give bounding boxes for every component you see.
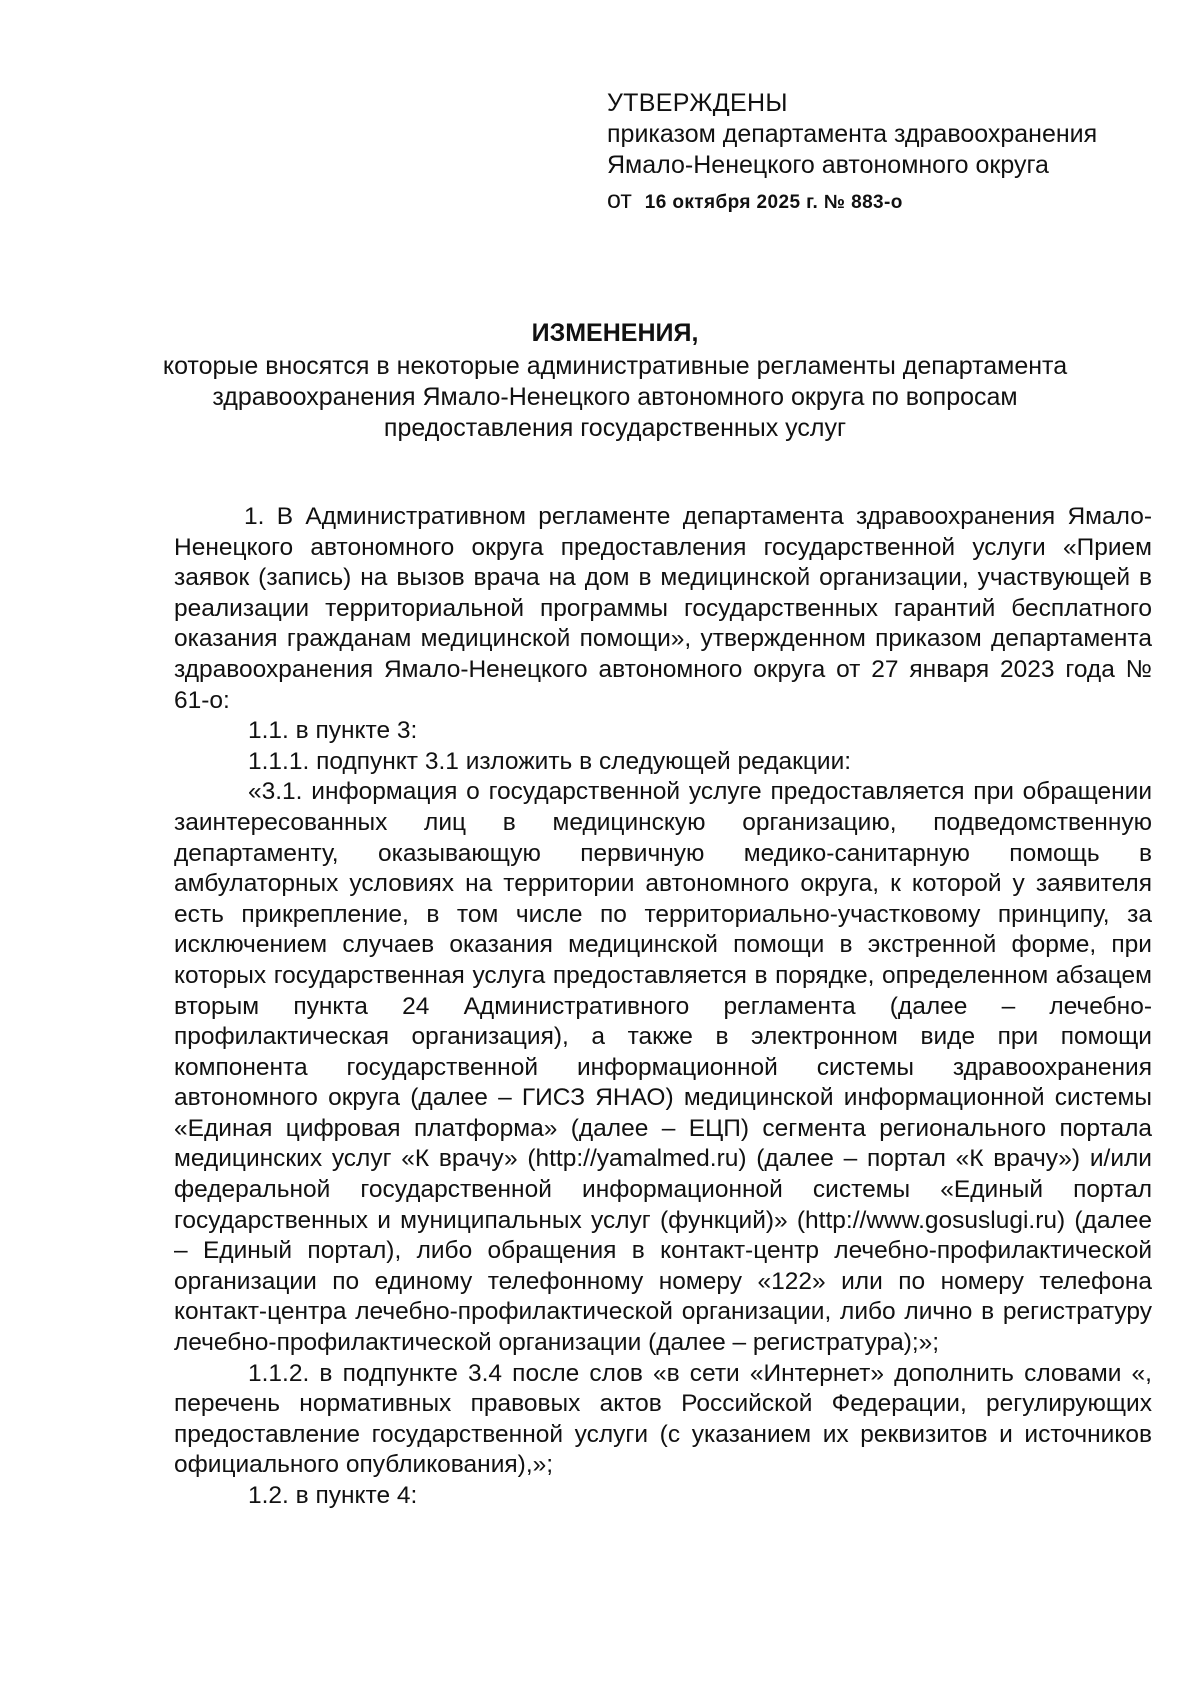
paragraph-item-1-1-2: 1.1.2. в подпункте 3.4 после слов «в сети «Интернет» дополнить словами «, перечень нормативных правовых актов Российской Федерации, регулирующих предоставление государственной услуги (с указанием их реквизитов и источников официального опубликования),»; [174, 1359, 1152, 1479]
approval-block [607, 88, 1167, 218]
document-subtitle-line: которые вносятся в некоторые административные регламенты департамента [162, 352, 1068, 380]
paragraph-item-1-1-1: 1.1.1. подпункт 3.1 изложить в следующей редакции: [248, 747, 852, 775]
order-prefix: от [607, 186, 632, 214]
approval-order-line-2: Ямало-Ненецкого автономного округа [607, 151, 1049, 179]
document-subtitle-line: здравоохранения Ямало-Ненецкого автономного округа по вопросам [212, 383, 1018, 411]
order-reference [607, 185, 1167, 218]
paragraph-quoted-3-1: «3.1. информация о государственной услуге предоставляется при обращении заинтересованных лиц в медицинскую организацию, подведомственную департаменту, оказывающую первичную медико-санитарную помощь в амбулаторных условиях на территории автономного округа, к которой у заявителя есть прикрепление, в том числе по территориально-участковому принципу, за исключением случаев оказания медицинской помощи в экстренной форме, при которых государственная услуга предоставляется в порядке, определенном абзацем вторым пункта 24 Административного регламента (далее – лечебно-профилактическая организация), а также в электронном виде при помощи компонента государственной информационной системы здравоохранения автономного округа (далее – ГИСЗ ЯНАО) медицинской информационной системы «Единая цифровая платформа» (далее – ЕЦП) сегмента регионального портала медицинских услуг «К врачу» (http://yamalmed.ru) (далее – портал «К врачу») и/или федеральной государственной информационной системы «Единый портал государственных и муниципальных услуг (функций)» (http://www.gosuslugi.ru) (далее – Единый портал), либо обращения в контакт-центр лечебно-профилактической организации по единому телефонному номеру «122» или по номеру телефона контакт-центра лечебно-профилактической организации, либо лично в регистратуру лечебно-профилактической организации (далее – регистратура);»; [174, 778, 1152, 1357]
order-date-number-stamp: 16 октября 2025 г. № 883-о [644, 192, 903, 213]
approval-order-line-1: приказом департамента здравоохранения [607, 120, 1098, 148]
document-body [174, 502, 1152, 1512]
document-heading: ИЗМЕНЕНИЯ, [531, 319, 699, 347]
paragraph-item-1-1: 1.1. в пункте 3: [248, 717, 418, 745]
document-title-block [150, 318, 1080, 444]
document-subtitle-line: предоставления государственных услуг [383, 414, 847, 442]
paragraph-item-1: 1. В Административном регламенте департамента здравоохранения Ямало-Ненецкого автономного округа предоставления государственной услуги «Прием заявок (запись) на вызов врача на дом в медицинской организации, участвующей в реализации территориальной программы государственных гарантий бесплатного оказания гражданам медицинской помощи», утвержденном приказом департамента здравоохранения Ямало-Ненецкого автономного округа от 27 января 2023 года № 61-о: [174, 503, 1152, 714]
paragraph-item-1-2: 1.2. в пункте 4: [248, 1482, 418, 1509]
approved-word: УТВЕРЖДЕНЫ [607, 89, 788, 117]
